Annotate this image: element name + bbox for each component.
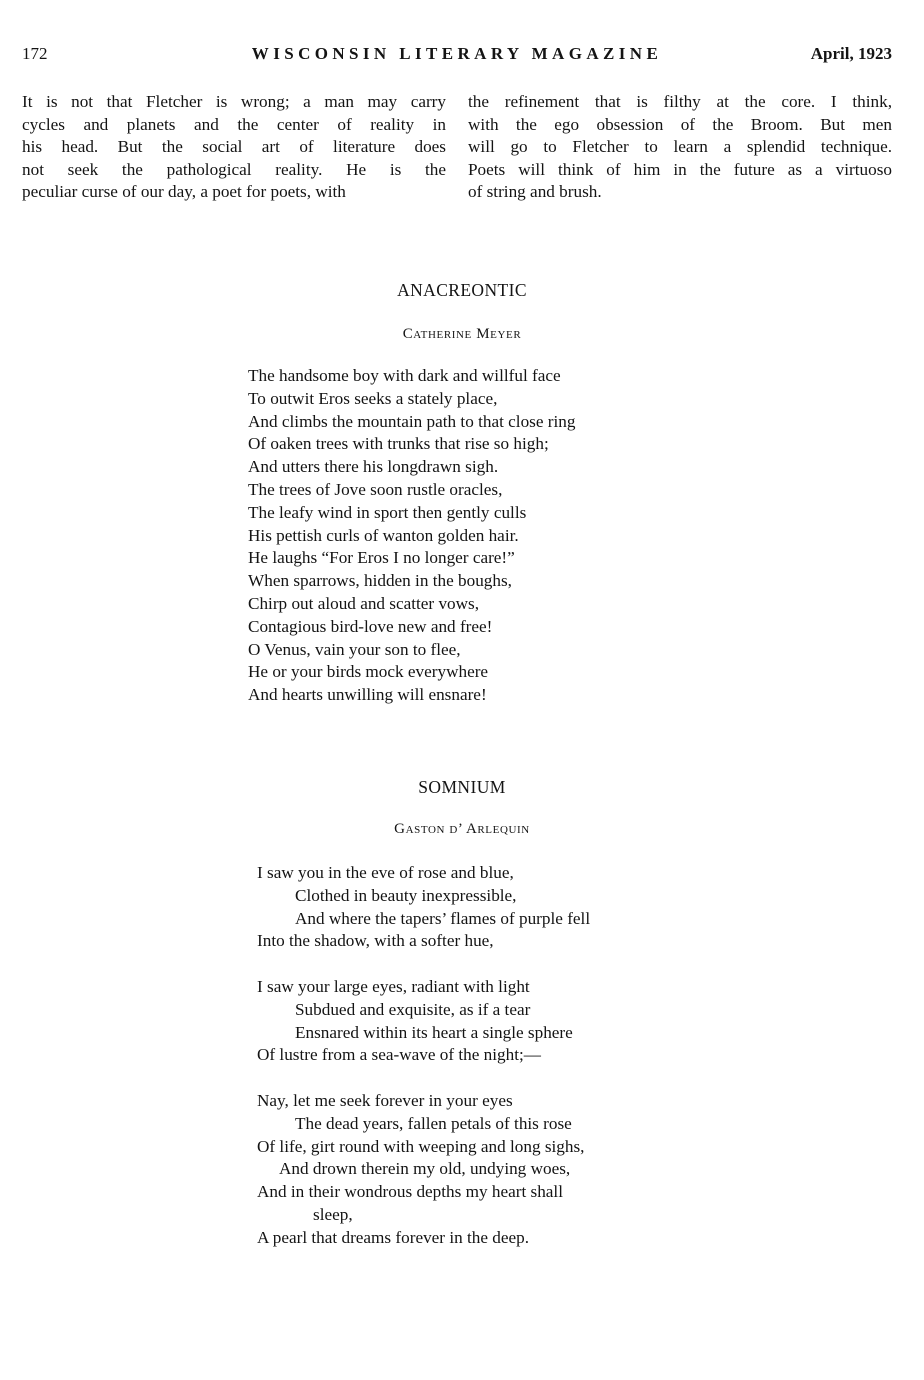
verse-line: The trees of Jove soon rustle oracles, <box>248 479 503 499</box>
verse-line: And where the tapers’ flames of purple fell <box>295 908 591 928</box>
verse-line: The leafy wind in sport then gently culls <box>248 502 527 522</box>
running-title: WISCONSIN LITERARY MAGAZINE <box>251 44 663 63</box>
verse-line: He or your birds mock everywhere <box>248 662 489 682</box>
verse-line: And hearts unwilling will ensnare! <box>248 685 487 705</box>
verse-line: Contagious bird-love new and free! <box>248 616 493 636</box>
stanza <box>257 862 590 953</box>
verse-line: Nay, let me seek forever in your eyes <box>257 1090 513 1110</box>
poem-body-somnium <box>257 862 590 1272</box>
poem-title-anacreontic: ANACREONTIC <box>397 280 527 300</box>
verse-line: And climbs the mountain path to that close ring <box>248 411 576 431</box>
page-header <box>22 44 892 70</box>
essay-line: will go to Fletcher to learn a splendid technique. <box>468 137 892 157</box>
verse-line: Chirp out aloud and scatter vows, <box>248 593 480 613</box>
verse-line: Ensnared within its heart a single sphere <box>295 1022 573 1042</box>
verse-line: I saw your large eyes, radiant with light <box>257 976 530 996</box>
essay-line: of string and brush. <box>468 182 602 202</box>
essay-right-column <box>468 91 892 204</box>
verse-line: Of lustre from a sea-wave of the night;— <box>257 1045 541 1065</box>
page-number: 172 <box>22 44 48 63</box>
verse-line: Of oaken trees with trunks that rise so high; <box>248 434 549 454</box>
poem-author-catherine-meyer: Catherine Meyer <box>402 326 522 342</box>
essay-line: Poets will think of him in the future as a virtuoso <box>468 159 892 179</box>
stanza <box>257 1090 590 1250</box>
verse-line: O Venus, vain your son to flee, <box>248 639 461 659</box>
verse-line: The handsome boy with dark and willful face <box>248 366 561 385</box>
verse-line: And drown therein my old, undying woes, <box>279 1159 571 1179</box>
essay-line: not seek the pathological reality. He is the <box>22 159 446 179</box>
essay-line: his head. But the social art of literature does <box>22 137 446 157</box>
essay-left-column <box>22 91 446 204</box>
verse-line: I saw you in the eve of rose and blue, <box>257 863 514 882</box>
issue-date: April, 1923 <box>810 44 892 63</box>
verse-line: Of life, girt round with weeping and long sighs, <box>257 1136 585 1156</box>
verse-line: To outwit Eros seeks a stately place, <box>248 388 498 408</box>
verse-line: He laughs “For Eros I no longer care!” <box>248 548 515 568</box>
poem-title-somnium: SOMNIUM <box>418 777 506 797</box>
essay-line: cycles and planets and the center of reality in <box>22 114 446 134</box>
verse-line: Subdued and exquisite, as if a tear <box>295 999 531 1019</box>
essay-line: peculiar curse of our day, a poet for poets, with <box>22 182 346 202</box>
verse-line: And in their wondrous depths my heart shall <box>257 1182 563 1202</box>
poem-body-anacreontic <box>248 365 575 707</box>
verse-line: Into the shadow, with a softer hue, <box>257 931 494 951</box>
verse-line: His pettish curls of wanton golden hair. <box>248 525 519 545</box>
stanza <box>257 976 590 1067</box>
verse-line: The dead years, fallen petals of this rose <box>295 1113 572 1133</box>
verse-line: When sparrows, hidden in the boughs, <box>248 571 512 591</box>
verse-line: sleep, <box>313 1204 353 1224</box>
poem-author-gaston-d-arlequin: Gaston d’ Arlequin <box>394 821 530 837</box>
verse-line: Clothed in beauty inexpressible, <box>295 885 517 905</box>
essay-line: the refinement that is filthy at the core. I think, <box>468 92 892 111</box>
verse-line: A pearl that dreams forever in the deep. <box>257 1227 530 1247</box>
essay-line: with the ego obsession of the Broom. But men <box>468 114 892 134</box>
essay-line: It is not that Fletcher is wrong; a man may carry <box>22 92 446 111</box>
verse-line: And utters there his longdrawn sigh. <box>248 457 499 477</box>
